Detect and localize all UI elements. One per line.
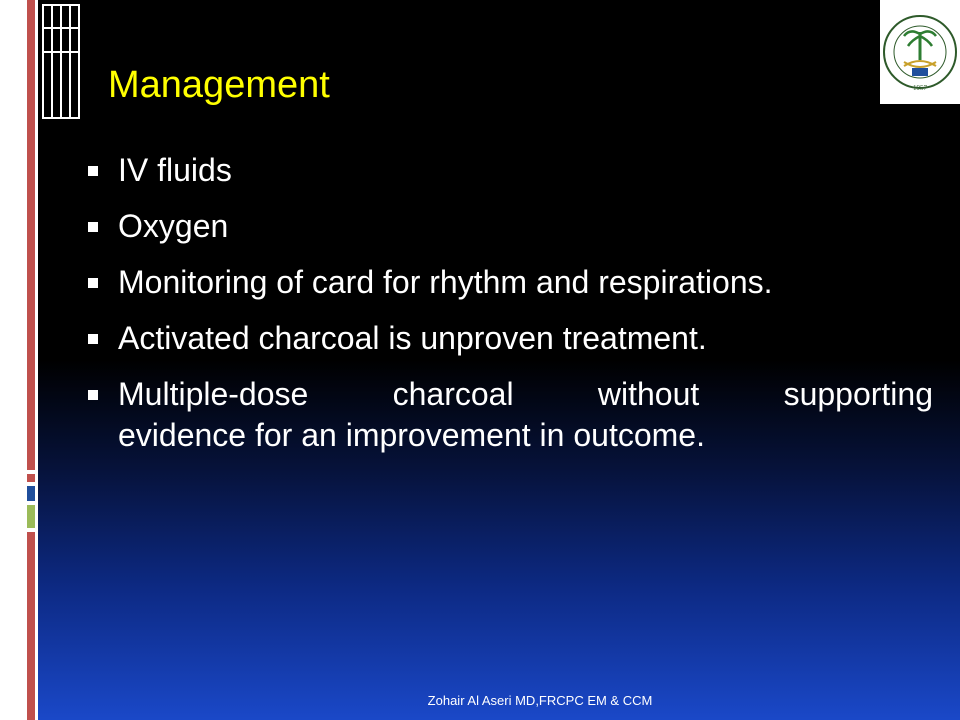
bullet-item [88, 150, 933, 191]
university-logo [880, 0, 960, 104]
bullet-item [88, 262, 933, 303]
bullet-item [88, 374, 933, 456]
window-panels-icon [42, 4, 80, 119]
bullet-text: Activated charcoal is unproven treatment. [118, 320, 707, 356]
bullet-item [88, 318, 933, 359]
accent-bar-red [27, 0, 35, 470]
bullet-text-line-2: evidence for an improvement in outcome. [118, 417, 705, 453]
square-bullet-icon [88, 222, 98, 232]
square-bullet-icon [88, 166, 98, 176]
accent-bar-red-bottom [27, 532, 35, 720]
bullet-text-line-1: Multiple-dose charcoal without supporting [118, 376, 933, 412]
accent-bar-green [27, 505, 35, 528]
square-bullet-icon [88, 278, 98, 288]
university-seal-icon [880, 0, 960, 104]
bullet-item [88, 206, 933, 247]
bullet-text: Monitoring of card for rhythm and respirations. [118, 264, 773, 300]
bullet-text: Oxygen [118, 208, 229, 244]
slide-title: Management [108, 64, 330, 106]
accent-bar-blue [27, 486, 35, 501]
square-bullet-icon [88, 390, 98, 400]
accent-bar-red-small [27, 474, 35, 482]
bullet-text: IV fluids [118, 152, 232, 188]
square-bullet-icon [88, 334, 98, 344]
bullet-text [118, 374, 933, 456]
slide-footer: Zohair Al Aseri MD,FRCPC EM & CCM [427, 693, 653, 708]
svg-text:1957: 1957 [913, 84, 927, 92]
bullet-list [88, 150, 933, 471]
